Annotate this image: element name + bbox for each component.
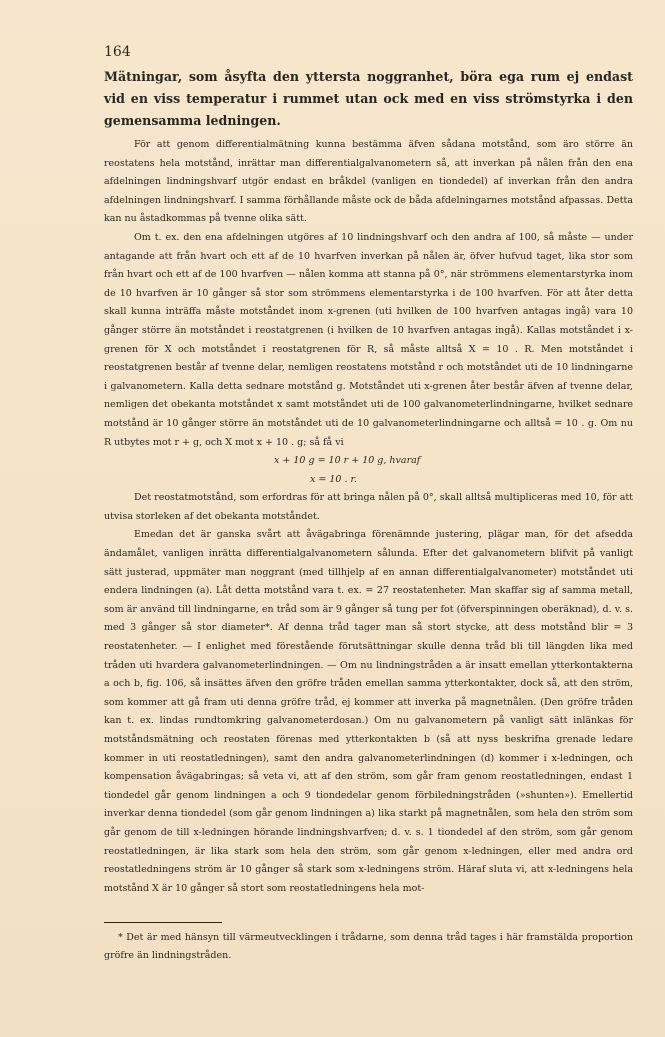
paragraph-2: Om t. ex. den ena afdelningen utgöres af 10 lindningshvarf och den andra af 100, så måste — under antagande att från hvart och ett af de 10 hvarfven inverkan på nålen är, öfver hufvud taget, lika stor som från hvart och ett af de 100 hvarfven — nålen komma att stanna på 0°, när strömmens elementarstyrka inom de 10 hvarfven är 10 gånger så stor som strömmens elementarstyrka i de 100 hvarfven. För att åter detta skall kunna inträffa måste motståndet inom x-grenen (uti hvilken de 100 hvarfven antagas ingå) vara 10 gånger större än motståndet i reostatgrenen (i hvilken de 10 hvarfven antagas ingå). Kallas motståndet i x-grenen för X och motståndet i reostatgrenen för R, så måste alltså X = 10 . R. Men motståndet i reostatgrenen består af tvenne delar, nemligen reostatens motstånd r och motståndet uti de 10 lindningarne i galvanometern. Kalla detta sednare motstånd g. Motståndet uti x-grenen åter består äfven af tvenne delar, nemligen det obekanta motståndet x samt motståndet uti de 100 galvanometerlindningarne, hvilket sednare motstånd är 10 gånger större än motståndet uti de 10 galvanometerlindningarne och alltså = 10 . g. Om nu R utbytes mot r + g, och X mot x + 10 . g; så få vi	[104, 231, 633, 448]
paragraph-3: Det reostatmotstånd, som erfordras för att bringa nålen på 0°, skall alltså multipliceras med 10, för att utvisa storleken af det obekanta motståndet.	[104, 492, 633, 522]
equation-2: x = 10 . r.	[310, 473, 358, 485]
equation-1: x + 10 g = 10 r + 10 g, hvaraf	[274, 455, 421, 467]
paragraph-4: Emedan det är ganska svårt att åvägabringa förenämnde justering, plägar man, för det afsedda ändamålet, vanligen inrätta differentialgalvanometern sålunda. Efter det galvanometern blifvit på vanligt sätt justerad, uppmäter man noggrant (med tillhjelp af en annan differentialgalvanometer) motståndet uti endera lindningen (a). Låt detta motstånd vara t. ex. = 27 reostatenheter. Man skaffar sig af samma metall, som är använd till lindningarne, en tråd som är 9 gånger så tung per fot (öfverspinningen oberäknad), d. v. s. med 3 gånger så stor diameter*. Af denna tråd tager man så stort stycke, att dess motstånd blir = 3 reostatenheter. — I enlighet med förestående förutsättningar skulle denna tråd bli till längden lika med tråden uti hvardera galvanometerlindningen. — Om nu lindningstråden a är insatt emellan ytterkontakterna a och b, fig. 106, så insättes äfven den gröfre tråden emellan samma ytterkontakter, dock så, att den ström, som kommer att gå fram uti denna gröfre tråd, ej kommer att inverka på magnetnålen. (Den gröfre tråden kan t. ex. lindas rundtomkring galvanometerdosan.) Om nu galvanometern på vanligt sätt inlänkas för motståndsmätning och reostaten förenas med ytterkontakten b (så att nyss beskrifna grenade ledare kommer in uti reostatledningen), samt den andra galvanometerlindningen (d) kommer i x-ledningen, och kompensation åvägabringas; så veta vi, att af den ström, som går fram genom reostatledningen, endast 1 tiondedel går genom lindningen a och 9 tiondedelar genom förbiledningstråden (»shunten»). Emellertid inverkar denna tiondedel (som går genom lindningen a) lika starkt på magnetnålen, som hela den ström som går genom de till x-ledningen hörande lindningshvarfven; d. v. s. 1 tiondedel af den ström, som går genom reostatledningen, är lika stark som hela den ström, som går genom x-ledningen, eller med andra ord reostatledningens ström är 10 gånger så stark som x-ledningens ström. Häraf sluta vi, att x-ledningens hela motstånd X är 10 gånger så stort som reostatledningens hela mot-	[104, 529, 633, 894]
section-heading: Mätningar, som åsyfta den yttersta noggranhet, böra ega rum ej endast vid en viss temperatur i rummet utan ock med en viss strömstyrka i den gemensamma ledningen.	[104, 69, 633, 128]
paragraph-1: För att genom differentialmätning kunna bestämma äfven sådana motstånd, som äro större än reostatens hela motstånd, inrättar man differentialgalvanometern så, att inverkan på nålen från den ena afdelningen lindningshvarf utgör endast en bråkdel (vanligen en tiondedel) af inverkan från den andra afdelningen lindningshvarf. I samma förhållande måste ock de båda afdelningarnes motstånd afpassas. Detta kan nu åstadkommas på tvenne olika sätt.	[104, 139, 633, 225]
footnote: * Det är med hänsyn till värmeutvecklingen i trådarne, som denna tråd tages i här framstälda proportion gröfre än lindningstråden.	[104, 932, 633, 962]
footnote-divider	[104, 922, 222, 923]
page-number: 164	[104, 44, 131, 60]
